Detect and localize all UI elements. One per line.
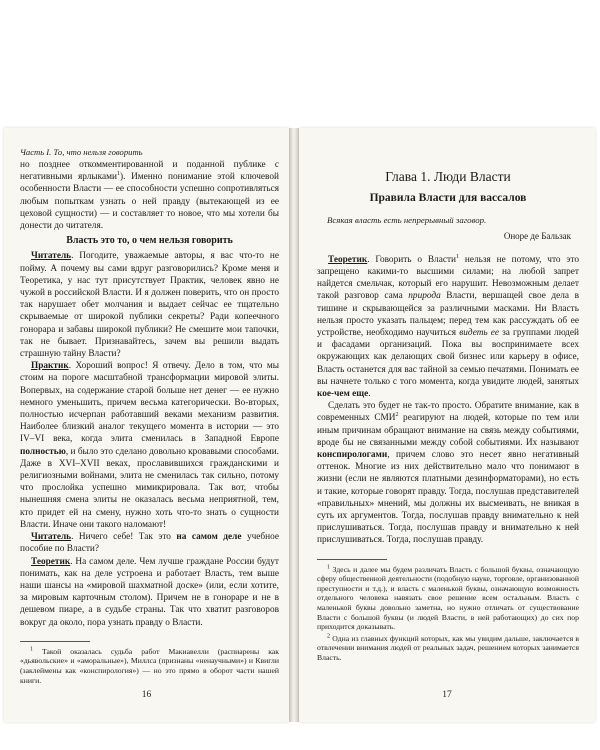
dialogue-line: Теоретик. На самом деле. Чем лучше граждане России будут понимать, как на деле устроена и работает Власть, тем выше наши шансы на «мировой шахматной доске» (или, если хотите, за мировым карточным столом). Причем не в гонораре и не в дешевом пиаре, а в судьбе страны. Так что хватит разговоров вокруг да около, пора узнать правду о Власти. <box>20 556 279 628</box>
dialogue-line: Практик. Хороший вопрос! Я отвечу. Дело в том, что мы стоим на пороге масштабной трансформации мировой элиты. Вопервых, на содержание старой больше нет денег — ее нужно немного уменьшить, причем весьма категорически. Во-вторых, полностью исчерпан работавший веками механизм развития. Наиболее близкий аналог текущего момента в истории — это IV–VI века, когда элита сменилась в Западной Европе полностью, и было это сделано довольно кровавыми способами. Даже в XVI–XVII веках, прославившихся гражданскими и религиозными войнами, элита не сменилась так сильно, потому что прослойка успешно мимикрировала. Так вот, чтобы нынешняя смена элиты не оказалась весьма неприятной, тем, кто придет ей на смену, нужно хоть что-то знать о сущности Власти. Иначе они такого наломают! <box>20 361 279 530</box>
paragraph: но позднее откомментированной и поданной публике с негативными ярлыками$^1$). Именно понимание этой ключевой особенности Власти — ее способности успешно сопротивляться любым попыткам узнать о ней правду (вытекающей из ее цеховой сущности) — и составляет то новое, что мы хотели бы донести до читателя. <box>20 160 279 232</box>
speaker-name: Теоретик <box>31 556 71 567</box>
speaker-name: Практик <box>31 361 69 372</box>
right-page <box>299 128 595 722</box>
left-page-body <box>20 159 279 687</box>
footnote: $^1$ Здесь и далее мы будем различать Власть с большой буквы, означающую сферу общественной деятельности (подобную науке, торговле, организованной преступности и т.д.), и власть с маленькой буквы, означающую возможность отдельного человека навязать свое решение всем остальным. Власть с маленькой буквы довольно заметна, но нужно отличать от существование Власти с большой буквы (и людей Власти, в ней работающих) до сих пор приходится доказывать. <box>317 564 580 632</box>
footnote: $^1$ Такой оказалась судьба работ Макиавелли (распиарены как «дьявольские» и «аморальные»), Миллса (признаны «ненаучными») и Квигли (заклеймены как «конспирология») — но это прямо в оборот части нашей книги. <box>20 646 279 685</box>
epigraph: Всякая власть есть непрерывный заговор. <box>327 215 487 226</box>
speaker-name: Читатель <box>31 532 72 543</box>
footnote-rule <box>20 641 90 642</box>
dialogue-line: Теоретик. Говорить о Власти$^1$ нельзя не потому, что это запрещено какими-то высшими силами; на любой запрет найдется смельчак, который его нарушит. Невозможным делает такой разговор сама природа Власти, вершащей свое дела в тишине и скрывающейся за различными масками. Ни Власть нельзя просто указать пальцем; перед тем как рассуждать об ее устройстве, необходимо научиться видеть ее за группами людей и фасадами организаций. Пока вы воспринимаете всех окружающих как делающих свой бизнес или карьеру в офисе, Власть останется для вас тайной за семью печатями. Понимать ее вы начнете только с того момента, когда увидите людей, занятых кое-чем еще. <box>317 253 580 400</box>
book-gutter <box>289 128 299 722</box>
section-subhead: Власть это то, о чем нельзя говорить <box>66 235 233 247</box>
dialogue-line: Читатель. Погодите, уважаемые авторы, я вас что-то не пойму. А почему вы сами вдруг разговорились? Кроме меня и Теоретика, у нас тут присутствует Практик, человек явно не чужой в российской Власти. И я должен поверить, что он просто так нарушает обет молчания и выдает сейчас ее тщательно скрываемые от широкой публики секреты? Ради копеечного гонорара и забавы широкой публики? Не смешите мои тапочки, так не бывает. Признавайтесь, зачем вы решили выдать страшную тайну Власти? <box>20 251 279 360</box>
right-page-body <box>317 171 579 665</box>
dialogue-line: Читатель. Ничего себе! Так это на самом деле учебное пособие по Власти? <box>20 532 279 555</box>
speaker-name: Теоретик <box>328 254 368 265</box>
epigraph-author: Оноре де Бальзак <box>503 230 571 241</box>
footnote-rule <box>317 559 387 560</box>
paragraph: Сделать это будет не так-то просто. Обратите внимание, как в современных СМИ$^2$ реагируют на людей, которые по тем или иным причинам обращают внимание на связь между событиями, вроде бы не связанными между собой событиями. Их называют конспирологами, причем слово это несет явно негативный оттенок. Многие из них действительно мало что понимают в жизни (если не являются платными дезинформаторами), но есть и такие, которые говорят правду. Тогда, послушав представителей «правильных» мнений, мы должны их высмеивать, не вникая в суть их аргументов. Тогда, послушав правду внимательно к ней прислушиваться. Тогда, послушав правду и внимательно к ней прислушиваться. Тогда, послушав правду. <box>317 401 579 546</box>
page-number: 17 <box>442 690 452 700</box>
footnote: $^2$ Одна из главных функций которых, как мы увидим дальше, заключается в отвлечении внимания людей от реальных задач, решением которых занимается Власть. <box>317 633 580 663</box>
running-head: Часть I. То, что нельзя говорить <box>20 147 143 157</box>
section-title: Правила Власти для вассалов <box>369 192 527 205</box>
speaker-name: Читатель <box>31 251 72 262</box>
chapter-title: Глава 1. Люди Власти <box>385 169 511 184</box>
left-page <box>4 128 289 722</box>
page-number: 16 <box>141 690 152 700</box>
